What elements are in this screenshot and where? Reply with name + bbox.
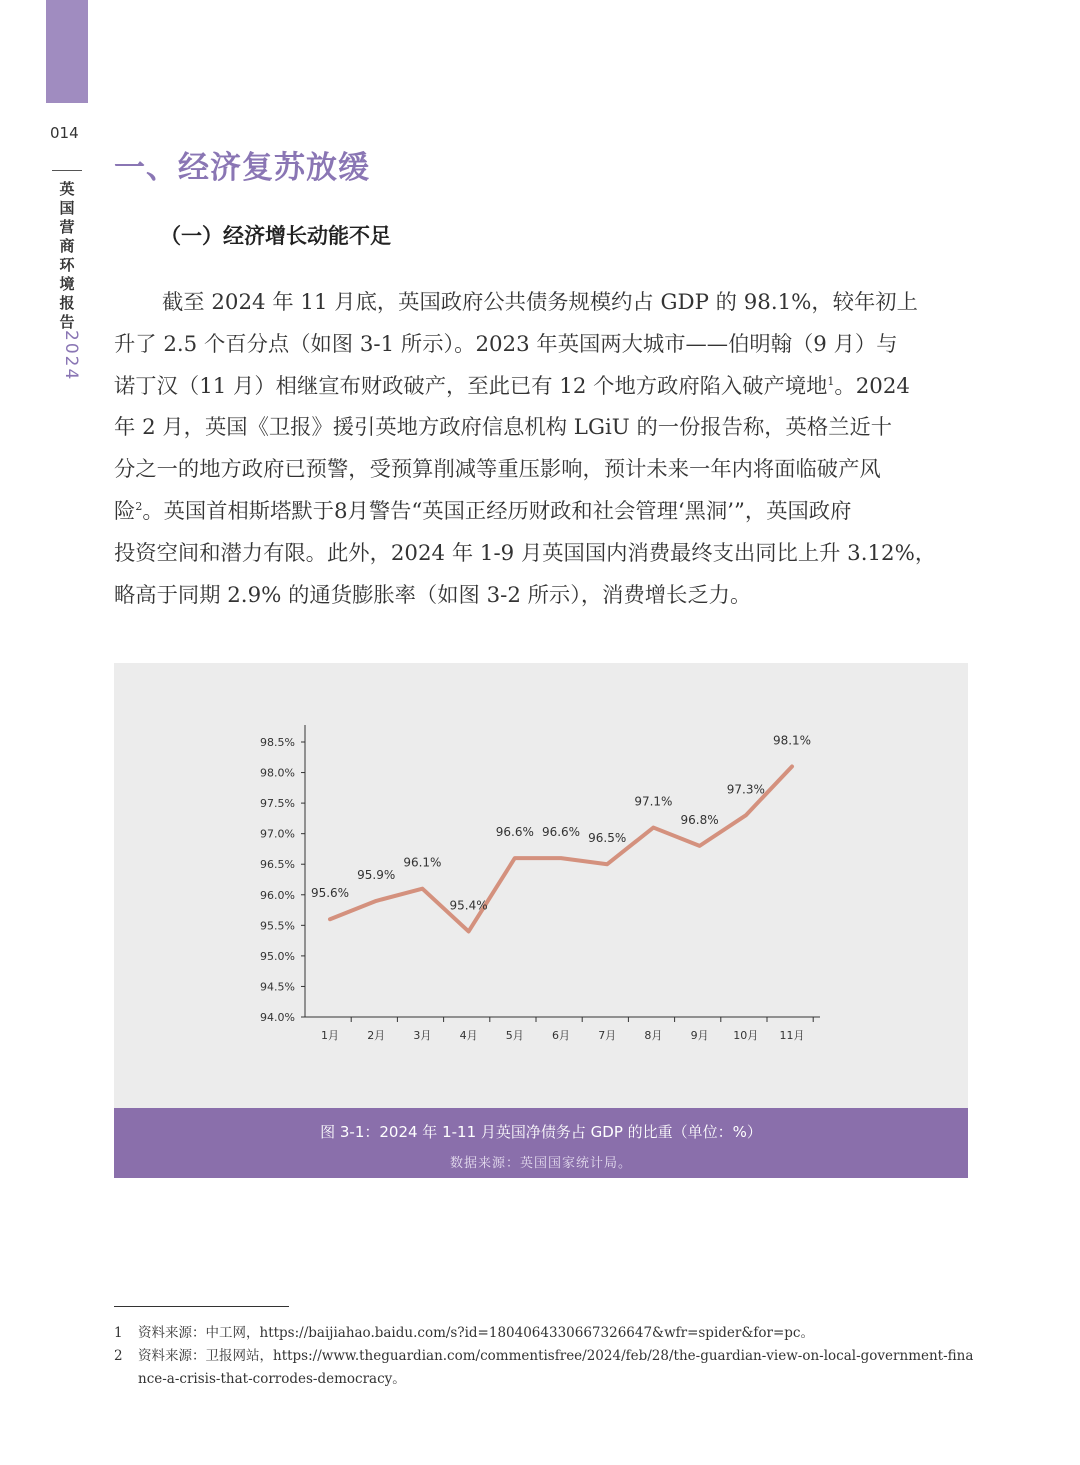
y-tick-label: 96.0% xyxy=(260,888,295,902)
y-tick-label: 94.5% xyxy=(260,980,295,994)
x-tick-label: 1月 xyxy=(321,1029,339,1042)
footnote-ref-2[interactable]: 2 xyxy=(135,499,143,513)
data-label: 96.8% xyxy=(680,812,719,827)
paragraph-line-6b: 。英国首相斯塔默于8月警告“英国正经历财政和社会管理‘黑洞’”，英国政府 xyxy=(142,498,852,524)
paragraph-line-6 xyxy=(114,491,970,533)
x-tick-label: 5月 xyxy=(505,1029,524,1042)
footnote-2 xyxy=(114,1345,974,1391)
footnote-divider xyxy=(114,1306,289,1307)
data-label: 96.6% xyxy=(495,825,534,840)
x-tick-label: 10月 xyxy=(733,1029,759,1042)
caption-source: 数据来源：英国国家统计局。 xyxy=(449,1156,632,1171)
paragraph-line-8: 略高于同期 2.9% 的通货膨胀率（如图 3-2 所示），消费增长乏力。 xyxy=(114,582,752,608)
y-tick-label: 98.0% xyxy=(260,766,295,780)
paragraph-line-6a: 险 xyxy=(114,498,136,524)
report-title-vertical: 英国营商环境报告 xyxy=(59,180,75,331)
data-label: 95.6% xyxy=(310,886,350,901)
y-tick-label: 97.0% xyxy=(260,827,295,841)
x-tick-label: 3月 xyxy=(413,1029,432,1042)
x-tick-label: 9月 xyxy=(690,1029,709,1042)
x-tick-label: 6月 xyxy=(552,1029,570,1042)
data-label: 96.6% xyxy=(541,825,581,840)
data-label: 95.9% xyxy=(357,867,396,882)
page-number: 014 xyxy=(50,124,79,142)
side-divider xyxy=(52,170,82,171)
x-tick-label: 7月 xyxy=(598,1029,617,1042)
body-paragraph xyxy=(114,282,970,616)
report-year-vertical: 2024 xyxy=(61,330,81,382)
paragraph-line-2: 升了 2.5 个百分点（如图 3-1 所示）。2023 年英国两大城市——伯明翰（9 月）与 xyxy=(114,331,898,357)
data-label: 96.5% xyxy=(588,831,627,846)
y-tick-label: 95.5% xyxy=(260,919,295,933)
footnote-ref-1[interactable]: 1 xyxy=(827,374,835,388)
x-tick-label: 8月 xyxy=(644,1029,663,1042)
data-label: 97.3% xyxy=(726,782,765,797)
paragraph-line-3 xyxy=(114,366,970,408)
x-axis-ticks xyxy=(321,1017,813,1042)
y-tick-label: 95.0% xyxy=(260,949,295,963)
data-label: 97.1% xyxy=(634,794,673,809)
side-accent-bar xyxy=(46,0,88,103)
footnote-1 xyxy=(114,1322,974,1345)
section-title: 一、经济复苏放缓 xyxy=(114,150,370,186)
x-tick-label: 2月 xyxy=(367,1029,386,1042)
subsection-title: （一）经济增长动能不足 xyxy=(160,224,391,248)
footnote-number: 2 xyxy=(114,1348,123,1364)
figure-caption xyxy=(114,1108,968,1178)
data-label: 95.4% xyxy=(449,898,488,913)
data-label: 98.1% xyxy=(772,733,812,748)
paragraph-line-1: 截至 2024 年 11 月底，英国政府公共债务规模约占 GDP 的 98.1%，较年初上 xyxy=(162,290,918,315)
paragraph-line-4: 年 2 月，英国《卫报》援引英地方政府信息机构 LGiU 的一份报告称，英格兰近十 xyxy=(114,415,893,441)
y-tick-label: 96.5% xyxy=(260,858,295,872)
y-tick-label: 94.0% xyxy=(260,1011,295,1024)
x-tick-label: 4月 xyxy=(459,1029,478,1042)
footnotes xyxy=(114,1322,974,1391)
paragraph-line-7: 投资空间和潜力有限。此外，2024 年 1-9 月英国国内消费最终支出同比上升 3.12%， xyxy=(114,540,937,566)
data-label: 96.1% xyxy=(403,855,442,870)
footnote-text[interactable]: 资料来源：中工网，https://baijiahao.baidu.com/s?id=1804064330667326647&wfr=spider&for=pc。 xyxy=(138,1325,814,1341)
paragraph-line-3a: 诺丁汉（11 月）相继宣布财政破产，至此已有 12 个地方政府陷入破产境地 xyxy=(114,373,828,399)
footnote-number: 1 xyxy=(114,1325,123,1341)
series-line xyxy=(330,766,792,931)
y-tick-label: 98.5% xyxy=(260,736,295,749)
chart-panel xyxy=(114,663,968,1108)
paragraph-line-5: 分之一的地方政府已预警，受预算削减等重压影响，预计未来一年内将面临破产风 xyxy=(114,457,881,483)
footnote-text[interactable]: 资料来源：卫报网站，https://www.theguardian.com/commentisfree/2024/feb/28/the-guardian-view-on-local-government-finance-a-crisis-that-corrodes-democracy。 xyxy=(138,1348,974,1387)
debt-gdp-line-chart xyxy=(114,663,968,1108)
caption-title: 图 3-1：2024 年 1-11 月英国净债务占 GDP 的比重（单位：%） xyxy=(320,1123,762,1141)
paragraph-line-3b: 。2024 xyxy=(834,373,910,399)
x-tick-label: 11月 xyxy=(779,1029,805,1042)
y-tick-label: 97.5% xyxy=(260,797,295,811)
y-axis-ticks xyxy=(260,736,305,1024)
